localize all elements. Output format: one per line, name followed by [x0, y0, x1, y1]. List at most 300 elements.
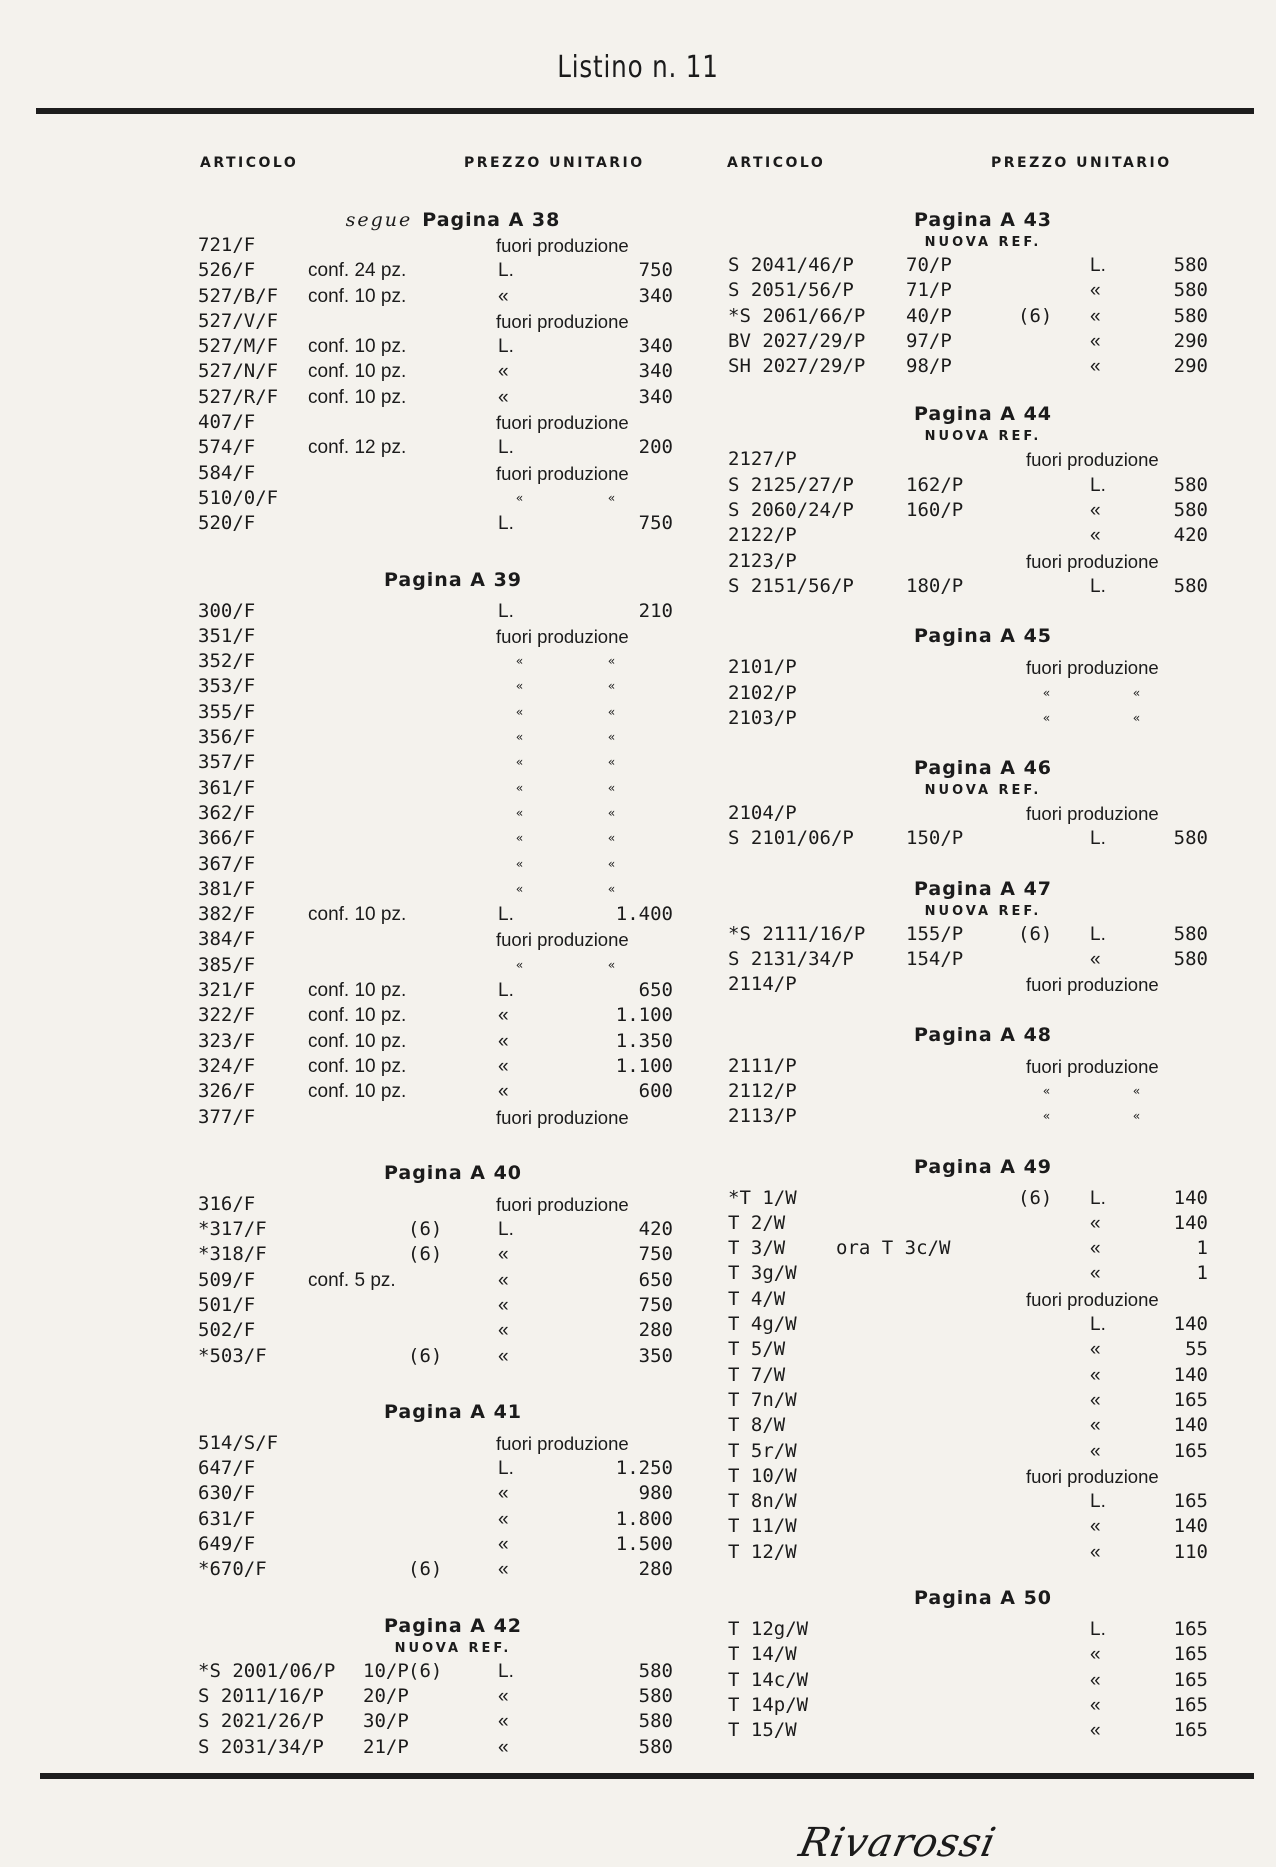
table-row	[198, 1456, 708, 1481]
currency: L.	[498, 437, 514, 459]
table-row	[198, 750, 708, 775]
article-code: T 15/W	[728, 1719, 797, 1742]
article-code: 514/S/F	[198, 1431, 279, 1454]
table-row	[728, 922, 1238, 947]
status-text: fuori produzione	[1026, 1288, 1159, 1310]
price: 580	[638, 1684, 673, 1707]
table-row	[728, 1718, 1238, 1743]
table-row	[728, 1439, 1238, 1464]
currency: «	[498, 386, 509, 408]
article-code: S 2131/34/P	[728, 948, 854, 971]
price: 750	[638, 1293, 673, 1316]
table-row	[198, 700, 708, 725]
price: 580	[1173, 499, 1208, 522]
table-row	[728, 1514, 1238, 1539]
new-ref: 30/P	[363, 1710, 409, 1733]
table-row	[198, 927, 708, 952]
table-row	[728, 1464, 1238, 1489]
ditto-mark: «	[516, 780, 524, 795]
table-row	[198, 649, 708, 674]
currency: L.	[498, 336, 514, 358]
ditto-mark: «	[608, 490, 616, 505]
currency: «	[1090, 1364, 1101, 1386]
price: 580	[638, 1735, 673, 1758]
left-header-articolo: ARTICOLO	[200, 155, 299, 171]
price: 290	[1173, 329, 1208, 352]
ditto-mark: «	[516, 704, 524, 719]
nuova-ref-label: NUOVA REF.	[394, 1640, 512, 1656]
article-code: 501/F	[198, 1293, 256, 1316]
table-row	[198, 1217, 708, 1242]
price: 280	[638, 1558, 673, 1581]
currency: L.	[498, 980, 514, 1002]
table-row	[198, 953, 708, 978]
footnote-ref: (6)	[408, 1243, 443, 1266]
currency: «	[498, 1081, 509, 1103]
section-page-label: Pagina A 45	[913, 625, 1053, 648]
status-text: fuori produzione	[1026, 449, 1159, 471]
price: 750	[638, 1243, 673, 1266]
price: 340	[638, 360, 673, 383]
price: 1.350	[615, 1029, 673, 1052]
package-qty: conf. 10 pz.	[308, 1030, 407, 1052]
currency: «	[1090, 1694, 1101, 1716]
section-page-label: Pagina A 43	[913, 209, 1053, 231]
new-ref: 71/P	[906, 279, 952, 302]
section-title	[728, 1585, 1238, 1611]
currency: «	[1090, 1440, 1101, 1462]
price: 55	[1185, 1338, 1208, 1361]
section-page-label: Pagina A 48	[913, 1023, 1053, 1046]
article-code: 2104/P	[728, 802, 797, 825]
table-row	[198, 284, 708, 309]
currency: «	[498, 1534, 509, 1556]
table-row	[198, 1054, 708, 1079]
article-code: 2113/P	[728, 1105, 797, 1128]
section	[728, 401, 1238, 599]
currency: L.	[1090, 828, 1106, 850]
right-header-prezzo: PREZZO UNITARIO	[991, 155, 1172, 171]
status-text: fuori produzione	[496, 929, 629, 951]
article-code: 527/N/F	[198, 360, 279, 383]
table-row	[198, 801, 708, 826]
table-row	[198, 1735, 708, 1760]
table-row	[728, 1312, 1238, 1337]
price: 140	[1173, 1211, 1208, 1234]
ditto-mark: «	[516, 957, 524, 972]
currency: «	[498, 1030, 509, 1052]
article-code: 630/F	[198, 1482, 256, 1505]
article-code: T 11/W	[728, 1515, 797, 1538]
currency: «	[1090, 1212, 1101, 1234]
table-row	[198, 978, 708, 1003]
currency: L.	[1090, 1491, 1106, 1513]
status-text: fuori produzione	[496, 1193, 629, 1215]
table-row	[728, 304, 1238, 329]
ditto-mark: «	[1133, 685, 1141, 700]
table-row	[728, 1211, 1238, 1236]
price: 580	[1173, 473, 1208, 496]
replacement-note: ora T 3c/W	[836, 1237, 951, 1260]
currency: L.	[498, 600, 514, 622]
package-qty: conf. 12 pz.	[308, 437, 407, 459]
article-code: 367/F	[198, 852, 256, 875]
article-code: S 2041/46/P	[728, 254, 854, 276]
currency: «	[1090, 1644, 1101, 1666]
price: 340	[638, 284, 673, 307]
section-title	[728, 401, 1238, 427]
ditto-mark: «	[516, 805, 524, 820]
article-code: 385/F	[198, 953, 256, 976]
package-qty: conf. 10 pz.	[308, 1055, 407, 1077]
article-code: *S 2001/06/P	[198, 1659, 336, 1682]
price: 165	[1173, 1490, 1208, 1513]
article-code: 381/F	[198, 877, 256, 900]
footnote-ref: (6)	[408, 1218, 443, 1241]
table-row	[198, 1079, 708, 1104]
price: 165	[1173, 1643, 1208, 1666]
table-row	[198, 435, 708, 460]
article-code: 361/F	[198, 776, 256, 799]
table-row	[198, 826, 708, 851]
ditto-mark: «	[516, 654, 524, 669]
section	[198, 1399, 708, 1583]
article-code: 355/F	[198, 700, 256, 723]
currency: «	[1090, 1389, 1101, 1411]
currency: L.	[1090, 1314, 1106, 1336]
section-title	[198, 207, 708, 233]
section	[728, 1585, 1238, 1743]
currency: «	[498, 1244, 509, 1266]
currency: «	[1090, 1263, 1101, 1285]
article-code: 384/F	[198, 928, 256, 951]
package-qty: conf. 10 pz.	[308, 361, 407, 383]
currency: «	[1090, 1415, 1101, 1437]
new-ref: 154/P	[906, 948, 964, 971]
table-row	[198, 1507, 708, 1532]
article-code: 322/F	[198, 1004, 256, 1027]
new-ref: 150/P	[906, 827, 964, 850]
section-page-label: Pagina A 40	[383, 1161, 523, 1184]
ditto-mark: «	[608, 881, 616, 896]
article-code: *670/F	[198, 1558, 267, 1581]
price: 580	[1173, 304, 1208, 327]
table-row	[198, 1242, 708, 1267]
section-page-label: Pagina A 39	[383, 568, 523, 591]
article-code: 584/F	[198, 461, 256, 484]
article-code: 2122/P	[728, 524, 797, 547]
status-text: fuori produzione	[496, 310, 629, 332]
status-text: fuori produzione	[496, 462, 629, 484]
table-row	[728, 1186, 1238, 1211]
new-ref: 155/P	[906, 922, 964, 945]
article-code: 321/F	[198, 979, 256, 1002]
section-title	[728, 623, 1238, 649]
currency: «	[1090, 330, 1101, 352]
package-qty: conf. 24 pz.	[308, 260, 407, 282]
article-code: 527/V/F	[198, 309, 279, 332]
ditto-mark: «	[1133, 1109, 1141, 1124]
currency: L.	[1090, 474, 1106, 496]
table-row	[728, 574, 1238, 599]
article-code: 502/F	[198, 1319, 256, 1342]
article-code: 300/F	[198, 599, 256, 622]
rivarossi-logo: Rivarossi	[795, 1820, 1001, 1866]
currency: L.	[1090, 923, 1106, 945]
article-code: 526/F	[198, 259, 256, 282]
status-text: fuori produzione	[1026, 550, 1159, 572]
section-title	[728, 876, 1238, 902]
ditto-mark: «	[1043, 710, 1051, 725]
article-code: 2103/P	[728, 706, 797, 729]
table-row	[198, 877, 708, 902]
table-row	[728, 1489, 1238, 1514]
new-ref: 160/P	[906, 499, 964, 522]
status-text: fuori produzione	[1026, 657, 1159, 679]
table-row	[198, 1192, 708, 1217]
price: 650	[638, 979, 673, 1002]
nuova-ref-label: NUOVA REF.	[924, 429, 1042, 445]
ditto-mark: «	[516, 881, 524, 896]
new-ref: 97/P	[906, 329, 952, 352]
article-code: S 2051/56/P	[728, 279, 854, 302]
price: 140	[1173, 1414, 1208, 1437]
currency: «	[498, 1559, 509, 1581]
ditto-mark: «	[608, 831, 616, 846]
top-rule	[36, 108, 1254, 114]
section	[198, 567, 708, 1130]
new-ref: 180/P	[906, 574, 964, 597]
article-code: S 2011/16/P	[198, 1684, 324, 1707]
footnote-ref: (6)	[408, 1659, 443, 1682]
article-code: 574/F	[198, 436, 256, 459]
ditto-mark: «	[516, 831, 524, 846]
section	[728, 1022, 1238, 1130]
price: 650	[638, 1268, 673, 1291]
table-row	[198, 1431, 708, 1456]
status-text: fuori produzione	[1026, 974, 1159, 996]
currency: L.	[498, 260, 514, 282]
article-code: S 2125/27/P	[728, 473, 854, 496]
price: 165	[1173, 1719, 1208, 1742]
table-row	[728, 681, 1238, 706]
currency: «	[498, 1320, 509, 1342]
article-code: 323/F	[198, 1029, 256, 1052]
article-code: 377/F	[198, 1105, 256, 1128]
new-ref: 98/P	[906, 355, 952, 378]
section-title	[728, 1022, 1238, 1048]
price: 600	[638, 1080, 673, 1103]
table-row	[198, 902, 708, 927]
table-row	[728, 1617, 1238, 1642]
section-page-label: Pagina A 47	[913, 877, 1053, 900]
right-header-articolo: ARTICOLO	[727, 155, 826, 171]
section-page-label: Pagina A 38	[422, 209, 561, 231]
price: 140	[1173, 1186, 1208, 1209]
currency: L.	[498, 1458, 514, 1480]
new-ref: 10/P	[363, 1659, 409, 1682]
article-code: 2123/P	[728, 549, 797, 572]
article-code: 721/F	[198, 234, 256, 256]
table-row	[728, 1261, 1238, 1286]
article-code: *317/F	[198, 1218, 267, 1241]
table-row	[198, 599, 708, 624]
table-row	[198, 334, 708, 359]
ditto-mark: «	[608, 957, 616, 972]
ditto-mark: «	[516, 679, 524, 694]
footnote-ref: (6)	[1018, 304, 1053, 327]
table-row	[198, 1659, 708, 1684]
article-code: 316/F	[198, 1192, 256, 1215]
new-ref: 40/P	[906, 304, 952, 327]
table-row	[728, 1104, 1238, 1129]
ditto-mark: «	[1043, 1109, 1051, 1124]
currency: L.	[1090, 1187, 1106, 1209]
article-code: 2102/P	[728, 681, 797, 704]
section-page-label: Pagina A 44	[913, 403, 1053, 426]
price: 580	[1173, 574, 1208, 597]
package-qty: conf. 10 pz.	[308, 386, 407, 408]
table-row	[728, 1693, 1238, 1718]
table-row	[198, 1684, 708, 1709]
table-row	[198, 1268, 708, 1293]
price: 280	[638, 1319, 673, 1342]
price: 1.400	[615, 903, 673, 926]
section-page-label: Pagina A 41	[383, 1400, 523, 1423]
currency: «	[1090, 1669, 1101, 1691]
article-code: 510/0/F	[198, 486, 279, 509]
table-row	[728, 498, 1238, 523]
currency: «	[498, 1711, 509, 1733]
ditto-mark: «	[1133, 1083, 1141, 1098]
section-title	[728, 207, 1238, 233]
article-code: BV 2027/29/P	[728, 329, 866, 352]
price: 140	[1173, 1363, 1208, 1386]
price: 580	[1173, 254, 1208, 276]
section-page-label: Pagina A 42	[383, 1614, 523, 1637]
table-row	[728, 706, 1238, 731]
section	[198, 1160, 708, 1369]
table-row	[728, 278, 1238, 303]
article-code: *318/F	[198, 1243, 267, 1266]
nuova-ref-label: NUOVA REF.	[924, 235, 1042, 250]
article-code: T 4g/W	[728, 1313, 797, 1336]
section	[728, 623, 1238, 731]
article-code: T 5r/W	[728, 1439, 797, 1462]
section	[728, 876, 1238, 998]
currency: «	[1090, 356, 1101, 378]
section-page-label: Pagina A 49	[913, 1155, 1053, 1178]
article-code: 324/F	[198, 1054, 256, 1077]
article-code: 649/F	[198, 1533, 256, 1556]
table-row	[728, 447, 1238, 472]
price: 750	[638, 259, 673, 282]
table-row	[728, 329, 1238, 354]
ditto-mark: «	[516, 730, 524, 745]
price: 580	[1173, 922, 1208, 945]
price: 580	[638, 1659, 673, 1682]
price: 1.500	[615, 1533, 673, 1556]
package-qty: conf. 10 pz.	[308, 980, 407, 1002]
price: 1.100	[615, 1004, 673, 1027]
section-page-label: Pagina A 50	[913, 1586, 1053, 1609]
table-row	[728, 972, 1238, 997]
currency: «	[1090, 1541, 1101, 1563]
price: 165	[1173, 1668, 1208, 1691]
ditto-mark: «	[516, 856, 524, 871]
article-code: 357/F	[198, 751, 256, 774]
article-code: 527/B/F	[198, 284, 279, 307]
ditto-mark: «	[608, 654, 616, 669]
price: 1.800	[615, 1507, 673, 1530]
currency: «	[498, 1345, 509, 1367]
footnote-ref: (6)	[1018, 1186, 1053, 1209]
ditto-mark: «	[1043, 685, 1051, 700]
package-qty: conf. 10 pz.	[308, 904, 407, 926]
ditto-mark: «	[1133, 710, 1141, 725]
currency: «	[498, 1055, 509, 1077]
section-title	[198, 1613, 708, 1639]
table-row	[198, 1532, 708, 1557]
table-row	[198, 1557, 708, 1582]
currency: «	[498, 1685, 509, 1707]
price: 580	[1173, 948, 1208, 971]
new-ref: 20/P	[363, 1684, 409, 1707]
left-column	[198, 183, 708, 1760]
currency: «	[1090, 1238, 1101, 1260]
right-column	[728, 183, 1238, 1743]
left-header-prezzo: PREZZO UNITARIO	[464, 155, 645, 171]
currency: «	[498, 285, 509, 307]
price: 420	[1173, 524, 1208, 547]
ditto-mark: «	[516, 490, 524, 505]
section-title	[198, 1160, 708, 1186]
currency: «	[1090, 1516, 1101, 1538]
article-code: T 10/W	[728, 1464, 797, 1487]
price: 1.250	[615, 1457, 673, 1480]
currency: «	[1090, 1720, 1101, 1742]
table-row	[728, 655, 1238, 680]
article-code: S 2031/34/P	[198, 1735, 324, 1758]
table-row	[728, 1363, 1238, 1388]
article-code: T 3/W	[728, 1237, 786, 1260]
section	[728, 1154, 1238, 1565]
price: 210	[638, 599, 673, 622]
status-text: fuori produzione	[1026, 803, 1159, 825]
article-code: *S 2111/16/P	[728, 922, 866, 945]
price: 165	[1173, 1617, 1208, 1640]
table-row	[728, 1388, 1238, 1413]
price: 1	[1196, 1262, 1208, 1285]
article-code: *503/F	[198, 1344, 267, 1367]
article-code: T 5/W	[728, 1338, 786, 1361]
article-code: 2127/P	[728, 448, 797, 471]
new-ref: 21/P	[363, 1735, 409, 1758]
table-row	[198, 1029, 708, 1054]
article-code: 326/F	[198, 1080, 256, 1103]
currency: L.	[1090, 255, 1106, 276]
ditto-mark: «	[608, 679, 616, 694]
article-code: 352/F	[198, 650, 256, 673]
ditto-mark: «	[1043, 1083, 1051, 1098]
section	[728, 207, 1238, 379]
package-qty: conf. 10 pz.	[308, 336, 407, 358]
status-text: fuori produzione	[496, 235, 629, 256]
section	[198, 207, 708, 537]
ditto-mark: «	[516, 755, 524, 770]
status-text: fuori produzione	[496, 1432, 629, 1454]
article-code: S 2101/06/P	[728, 827, 854, 850]
